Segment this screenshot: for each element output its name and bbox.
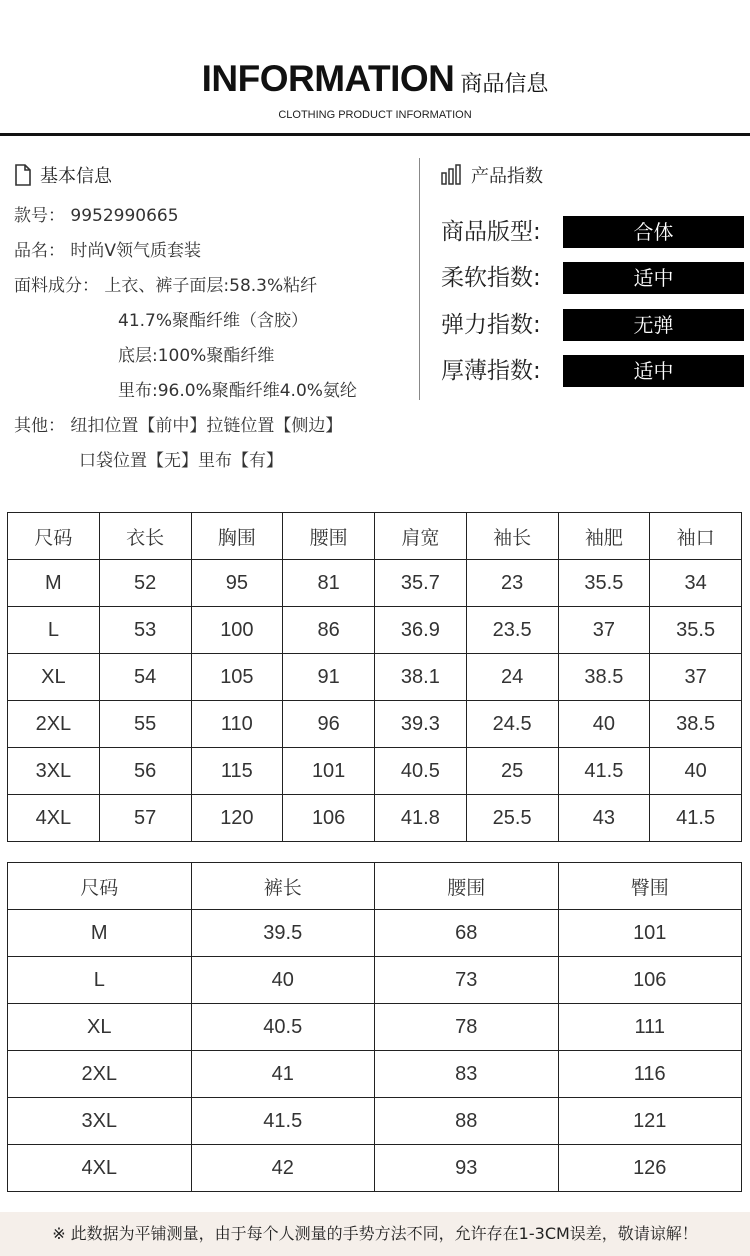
measurement-cell: 54 bbox=[99, 654, 191, 701]
measurement-cell: 38.5 bbox=[650, 701, 742, 748]
document-icon bbox=[14, 164, 32, 186]
measurement-cell: 78 bbox=[375, 1004, 559, 1051]
measurement-cell: 52 bbox=[99, 560, 191, 607]
measurement-cell: 95 bbox=[191, 560, 283, 607]
size-cell: 3XL bbox=[8, 748, 100, 795]
measurement-cell: 23 bbox=[466, 560, 558, 607]
measurement-cell: 41.5 bbox=[191, 1098, 375, 1145]
index-value-badge: 适中 bbox=[563, 262, 744, 294]
table-row bbox=[8, 795, 742, 842]
section-divider bbox=[419, 158, 420, 400]
size-cell: L bbox=[8, 957, 192, 1004]
product-index-section bbox=[441, 160, 746, 384]
size-cell: 4XL bbox=[8, 1145, 192, 1192]
measurement-cell: 91 bbox=[283, 654, 375, 701]
size-cell: 4XL bbox=[8, 795, 100, 842]
table-row bbox=[8, 560, 742, 607]
measurement-cell: 56 bbox=[99, 748, 191, 795]
index-value-badge: 适中 bbox=[563, 355, 744, 387]
table-row bbox=[8, 1098, 742, 1145]
pants-size-table bbox=[7, 862, 742, 1192]
other-details: 其他： 纽扣位置【前中】拉链位置【侧边】 bbox=[14, 416, 343, 436]
column-header: 袖口 bbox=[650, 513, 742, 560]
table-row bbox=[8, 654, 742, 701]
measurement-cell: 35.5 bbox=[650, 607, 742, 654]
index-row-fit bbox=[441, 215, 746, 249]
size-cell: XL bbox=[8, 1004, 192, 1051]
measurement-cell: 42 bbox=[191, 1145, 375, 1192]
measurement-cell: 110 bbox=[191, 701, 283, 748]
fabric-composition: 面料成分： 上衣、裤子面层:58.3%粘纤 bbox=[14, 276, 318, 296]
size-cell: L bbox=[8, 607, 100, 654]
page-subtitle: CLOTHING PRODUCT INFORMATION bbox=[278, 109, 472, 121]
measurement-cell: 39.5 bbox=[191, 910, 375, 957]
column-header: 裤长 bbox=[191, 863, 375, 910]
measurement-cell: 41 bbox=[191, 1051, 375, 1098]
measurement-cell: 115 bbox=[191, 748, 283, 795]
index-row-thickness bbox=[441, 354, 746, 388]
size-cell: XL bbox=[8, 654, 100, 701]
measurement-cell: 53 bbox=[99, 607, 191, 654]
column-header: 胸围 bbox=[191, 513, 283, 560]
table-row bbox=[8, 910, 742, 957]
measurement-cell: 106 bbox=[558, 957, 742, 1004]
measurement-cell: 57 bbox=[99, 795, 191, 842]
column-header: 袖肥 bbox=[558, 513, 650, 560]
table-header-row bbox=[8, 513, 742, 560]
measurement-cell: 35.5 bbox=[558, 560, 650, 607]
index-value-badge: 无弹 bbox=[563, 309, 744, 341]
measurement-cell: 121 bbox=[558, 1098, 742, 1145]
measurement-cell: 55 bbox=[99, 701, 191, 748]
measurement-cell: 86 bbox=[283, 607, 375, 654]
measurement-cell: 41.5 bbox=[558, 748, 650, 795]
size-cell: 2XL bbox=[8, 1051, 192, 1098]
measurement-cell: 101 bbox=[283, 748, 375, 795]
basic-info-section bbox=[14, 160, 414, 190]
column-header: 衣长 bbox=[99, 513, 191, 560]
page-header bbox=[0, 0, 750, 140]
column-header: 袖长 bbox=[466, 513, 558, 560]
basic-info-title: 基本信息 bbox=[40, 166, 112, 187]
measurement-cell: 36.9 bbox=[375, 607, 467, 654]
measurement-cell: 81 bbox=[283, 560, 375, 607]
measurement-cell: 40 bbox=[558, 701, 650, 748]
index-value-badge: 合体 bbox=[563, 216, 744, 248]
title-chinese: 商品信息 bbox=[460, 72, 549, 97]
measurement-cell: 34 bbox=[650, 560, 742, 607]
table-row bbox=[8, 748, 742, 795]
measurement-cell: 25.5 bbox=[466, 795, 558, 842]
column-header: 腰围 bbox=[375, 863, 559, 910]
index-row-softness bbox=[441, 261, 746, 295]
other-details-line-2: 口袋位置【无】里布【有】 bbox=[79, 451, 283, 471]
table-row bbox=[8, 957, 742, 1004]
measurement-cell: 88 bbox=[375, 1098, 559, 1145]
style-number: 款号： 9952990665 bbox=[14, 206, 179, 226]
size-cell: M bbox=[8, 910, 192, 957]
fabric-composition-line-2: 41.7%聚酯纤维（含胶） bbox=[118, 311, 309, 331]
measurement-cell: 68 bbox=[375, 910, 559, 957]
measurement-cell: 101 bbox=[558, 910, 742, 957]
measurement-cell: 43 bbox=[558, 795, 650, 842]
column-header: 尺码 bbox=[8, 863, 192, 910]
measurement-cell: 111 bbox=[558, 1004, 742, 1051]
measurement-cell: 40 bbox=[650, 748, 742, 795]
product-index-heading bbox=[441, 160, 746, 190]
size-cell: M bbox=[8, 560, 100, 607]
index-row-elasticity bbox=[441, 308, 746, 342]
product-name: 品名： 时尚V领气质套装 bbox=[14, 241, 202, 261]
measurement-cell: 41.5 bbox=[650, 795, 742, 842]
page-title bbox=[0, 58, 750, 100]
measurement-cell: 35.7 bbox=[375, 560, 467, 607]
table-row bbox=[8, 701, 742, 748]
measurement-cell: 106 bbox=[283, 795, 375, 842]
size-cell: 2XL bbox=[8, 701, 100, 748]
measurement-cell: 25 bbox=[466, 748, 558, 795]
measurement-cell: 105 bbox=[191, 654, 283, 701]
measurement-cell: 41.8 bbox=[375, 795, 467, 842]
measurement-cell: 39.3 bbox=[375, 701, 467, 748]
measurement-cell: 73 bbox=[375, 957, 559, 1004]
index-label: 柔软指数: bbox=[441, 265, 541, 291]
column-header: 尺码 bbox=[8, 513, 100, 560]
index-label: 弹力指数: bbox=[441, 312, 541, 338]
measurement-cell: 120 bbox=[191, 795, 283, 842]
measurement-cell: 23.5 bbox=[466, 607, 558, 654]
index-label: 厚薄指数: bbox=[441, 358, 541, 384]
measurement-cell: 37 bbox=[558, 607, 650, 654]
measurement-cell: 24 bbox=[466, 654, 558, 701]
measurement-cell: 40.5 bbox=[375, 748, 467, 795]
measurement-cell: 24.5 bbox=[466, 701, 558, 748]
title-english: INFORMATION bbox=[201, 58, 455, 99]
header-divider bbox=[0, 133, 750, 136]
column-header: 肩宽 bbox=[375, 513, 467, 560]
column-header: 腰围 bbox=[283, 513, 375, 560]
measurement-cell: 93 bbox=[375, 1145, 559, 1192]
fabric-composition-line-3: 底层:100%聚酯纤维 bbox=[118, 346, 275, 366]
measurement-cell: 116 bbox=[558, 1051, 742, 1098]
table-row bbox=[8, 1051, 742, 1098]
measurement-cell: 126 bbox=[558, 1145, 742, 1192]
index-label: 商品版型: bbox=[441, 219, 541, 245]
column-header: 臀围 bbox=[558, 863, 742, 910]
measurement-cell: 37 bbox=[650, 654, 742, 701]
basic-info-heading bbox=[14, 160, 414, 190]
size-cell: 3XL bbox=[8, 1098, 192, 1145]
table-row bbox=[8, 607, 742, 654]
bar-chart-icon bbox=[441, 164, 463, 186]
measurement-cell: 40.5 bbox=[191, 1004, 375, 1051]
product-index-title: 产品指数 bbox=[471, 166, 543, 187]
measurement-note: ※ 此数据为平铺测量，由于每个人测量的手势方法不同，允许存在1-3CM误差，敬请谅解！ bbox=[0, 1212, 750, 1256]
measurement-cell: 40 bbox=[191, 957, 375, 1004]
measurement-cell: 38.5 bbox=[558, 654, 650, 701]
table-header-row bbox=[8, 863, 742, 910]
measurement-cell: 100 bbox=[191, 607, 283, 654]
table-row bbox=[8, 1145, 742, 1192]
fabric-composition-line-4: 里布:96.0%聚酯纤维4.0%氨纶 bbox=[118, 381, 357, 401]
top-size-table bbox=[7, 512, 742, 842]
table-row bbox=[8, 1004, 742, 1051]
measurement-cell: 96 bbox=[283, 701, 375, 748]
measurement-cell: 83 bbox=[375, 1051, 559, 1098]
measurement-cell: 38.1 bbox=[375, 654, 467, 701]
